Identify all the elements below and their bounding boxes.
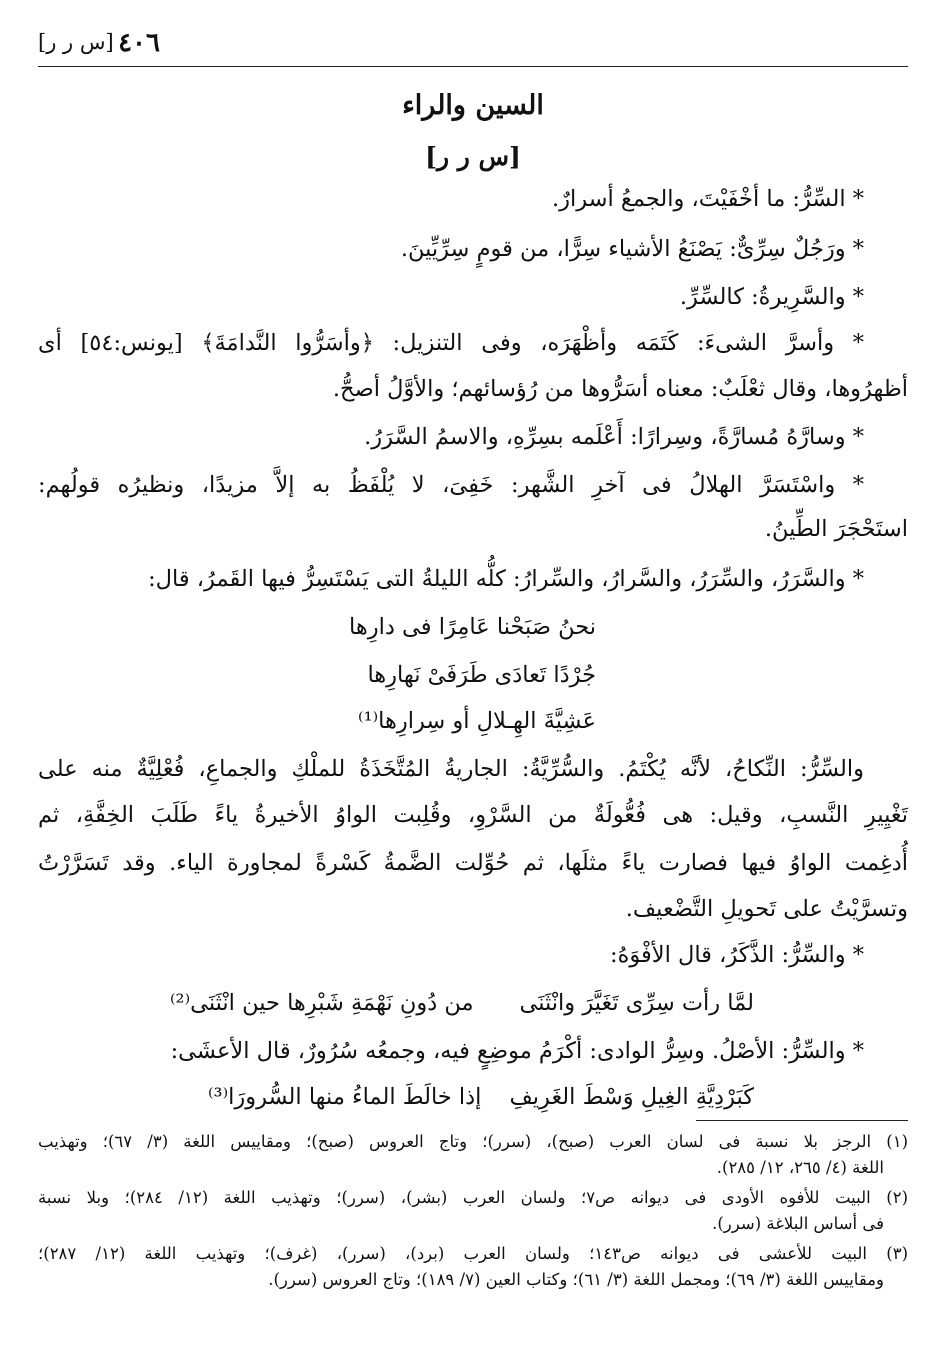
section-title: السين والراء [402, 90, 544, 121]
entry-line: * والسَّرَرُ، والسِّرَرُ، والسَّرارُ، والسِّرارُ: كلُّه الليلةُ التى يَسْتَسِرُّ فيها القَمرُ، قال: [148, 566, 864, 592]
header-rule [38, 66, 908, 67]
entry-line: أُدغِمت الواوُ فيها فصارت ياءً مثلَها، ثم حُوِّلت الضَّمةُ كَسْرةً لمجاورة الياء. وقد تَسَرَّرْتُ [38, 850, 908, 876]
verse-line: نحنُ صَبَحْنا عَامِرًا فى دارِها [349, 614, 596, 640]
entry-line: * والسِّرُّ: الذَّكَرُ، قال الأفْوَهُ: [610, 942, 864, 968]
entry-line: * والسَّرِيرةُ: كالسِّرِّ. [679, 284, 864, 310]
verse-line: جُرْدًا تَعادَى طَرَفَىْ نَهارِها [367, 662, 596, 688]
footnote-line: ومقاييس اللغة (٣/ ٦٩)؛ ومجمل اللغة (٣/ ٦١)؛ وكتاب العين (٧/ ١٨٩)؛ وتاج العروس (سرر). [268, 1270, 884, 1289]
footnote-line: اللغة (٤/ ٢٦٥، ١٢/ ٢٨٥). [716, 1158, 884, 1177]
entry-line: * واسْتَسَرَّ الهلالُ فى آخرِ الشَّهر: خَفِىَ، لا يُلْفَظُ به إلاَّ مزيدًا، ونظيرُه قولُهم: [38, 472, 864, 498]
verse-hemistich: كَبَرْدِيَّةِ الغِيلِ وَسْطَ الغَرِيفِ [509, 1084, 754, 1110]
footnote-line: (٣) البيت للأعشى فى ديوانه ص١٤٣؛ ولسان العرب (برد)، (سرر)، (غرف)؛ وتهذيب اللغة (١٢/ ٢٨٧)؛ [38, 1244, 908, 1263]
entry-line: والسِّرُّ: النِّكاحُ، لأنَّه يُكْتَمُ. والسُّرِّيَّةُ: الجاريةُ المُتَّخَذَةُ للملْكِ والجماعِ، فُعْلِيَّةٌ منه على [38, 756, 864, 782]
verse-hemistich: إذا خالَطَ الماءُ منها السُّرورَا⁽³⁾ [208, 1084, 482, 1110]
entry-line: تَغْيِيرِ النَّسبِ، وقيل: هى فُعُّولَةٌ من السَّرْوِ، وقُلِبت الواوُ الأخيرةُ ياءً طَلَبَ الخِفَّةِ، ثم [38, 802, 908, 828]
verse-hemistich: لمَّا رأت سِرِّى تَغَيَّرَ وانْثَنَى [519, 990, 754, 1016]
footnote-rule [696, 1120, 908, 1121]
running-header-root: [س ر ر] [38, 30, 114, 54]
entry-line: * ورَجُلٌ سِرِّىٌّ: يَصْنَعُ الأشياء سِرًّا، من قومٍ سِرِّيِّينَ. [400, 236, 864, 262]
entry-line: * السِّرُّ: ما أخْفَيْتَ، والجمعُ أسرارٌ. [551, 186, 864, 212]
entry-line: * وأسرَّ الشىءَ: كَتَمَه وأظْهَرَه، وفى التنزيل: ﴿وأسَرُّوا النَّدامَةَ﴾ [يونس:٥٤] أى [38, 330, 864, 356]
entry-line: وتسرَّيْتُ على تَحويلِ التَّضْعيف. [625, 896, 908, 922]
entry-line: استَحْجَرَ الطِّينُ. [764, 516, 908, 542]
footnote-line: (١) الرجز بلا نسبة فى لسان العرب (صبح)، (سرر)؛ وتاج العروس (صبح)؛ ومقاييس اللغة (٣/ ٦٧)؛ وتهذيب [38, 1132, 908, 1151]
footnote-line: (٢) البيت للأفوه الأودى فى ديوانه ص٧؛ ولسان العرب (بشر)، (سرر)؛ وتهذيب اللغة (١٢/ ٢٨٤)؛ وبلا نسبة [38, 1188, 909, 1207]
verse-hemistich: من دُونِ نَهْمَةِ شَبْرِها حين انْثَنَى⁽²⁾ [170, 990, 474, 1016]
page-number: ٤٠٦ [118, 28, 160, 58]
root-heading: [س ر ر] [425, 142, 521, 171]
verse-line: عَشِيَّةَ الهِـلالِ أو سِرارِها⁽¹⁾ [358, 708, 596, 734]
footnote-line: فى أساس البلاغة (سرر). [712, 1214, 884, 1233]
entry-line: * وسارَّهُ مُسارَّةً، وسِرارًا: أَعْلَمه بسِرِّهِ، والاسمُ السَّرَرُ. [364, 424, 864, 450]
entry-line: أظهرُوها، وقال ثعْلَبٌ: معناه أسَرُّوها من رُؤسائهم؛ والأوَّلُ أصحُّ. [332, 376, 908, 402]
entry-line: * والسِّرُّ: الأصْلُ. وسِرُّ الوادى: أكْرَمُ موضِعٍ فيه، وجمعُه سُرُورٌ، قال الأعشَى: [170, 1038, 864, 1064]
